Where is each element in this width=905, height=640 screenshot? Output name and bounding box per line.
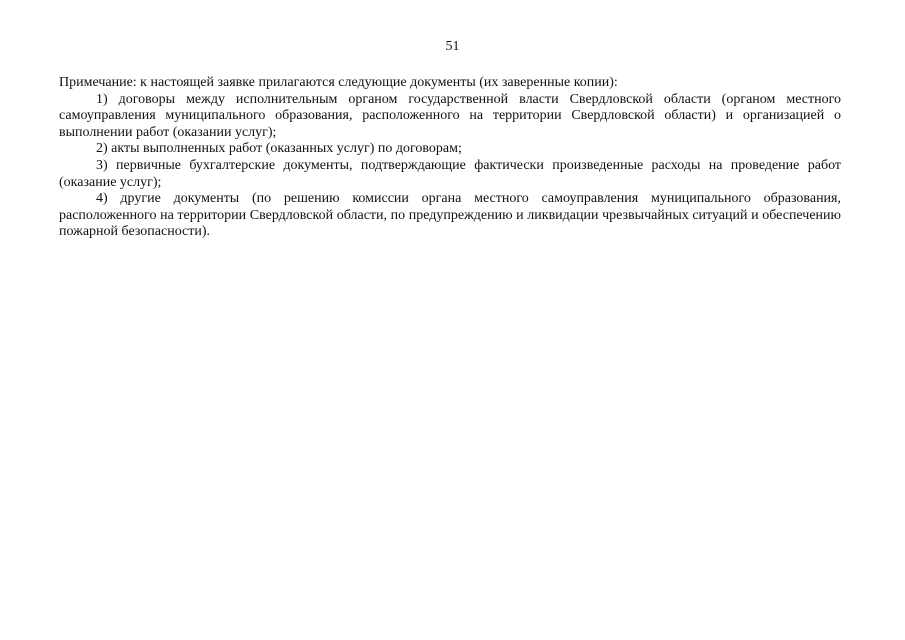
note-block (59, 75, 841, 241)
note-item-3: 3) первичные бухгалтерские документы, подтверждающие фактически произведенные расходы на проведение работ (оказание услуг); (59, 157, 841, 190)
note-intro: Примечание: к настоящей заявке прилагаются следующие документы (их заверенные копии): (59, 75, 618, 90)
note-item-2: 2) акты выполненных работ (оказанных услуг) по договорам; (96, 141, 462, 157)
page-number: 51 (445, 39, 460, 54)
note-item-4: 4) другие документы (по решению комиссии органа местного самоуправления муниципального образования, расположенного на территории Свердловской области, по предупреждению и ликвидации чрезвычайных ситуаций и обеспечению пожарной безопасности). (59, 191, 841, 240)
note-item-1: 1) договоры между исполнительным органом государственной власти Свердловской области (органом местного самоуправления муниципального образования, расположенного на территории Свердловской области) и организацией о выполнении работ (оказании услуг); (59, 91, 841, 140)
